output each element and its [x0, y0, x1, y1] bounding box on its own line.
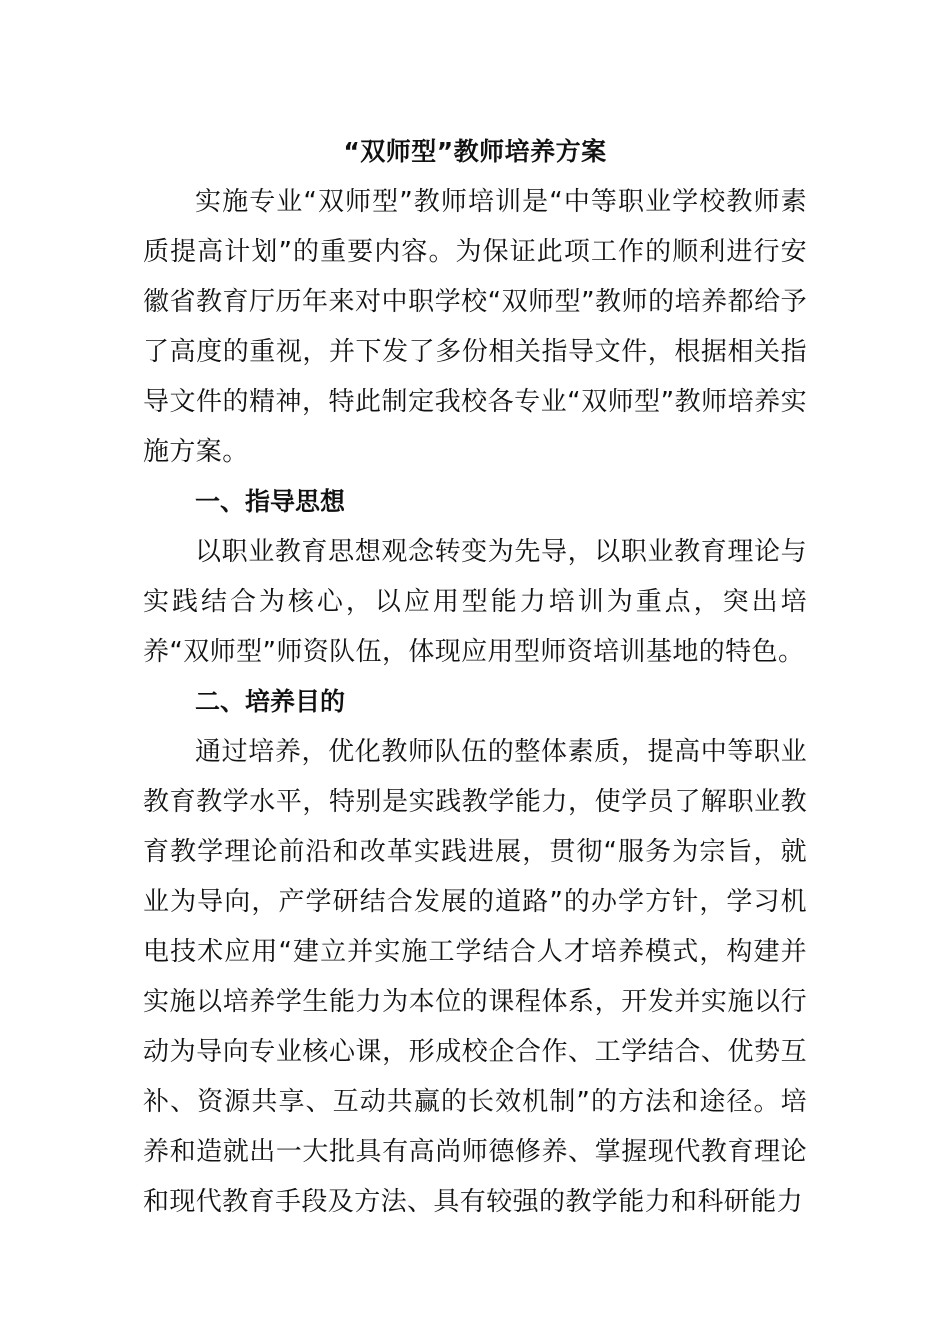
- section-paragraph-guiding-thought: 以职业教育思想观念转变为先导，以职业教育理论与实践结合为核心，以应用型能力培训为重点，突出培养“双师型”师资队伍，体现应用型师资培训基地的特色。: [143, 537, 807, 667]
- section-paragraph-training-purpose: 通过培养，优化教师队伍的整体素质，提高中等职业教育教学水平，特别是实践教学能力，使学员了解职业教育教学理论前沿和改革实践进展，贯彻“服务为宗旨，就业为导向，产学研结合发展的道路”的办学方针，学习机电技术应用“建立并实施工学结合人才培养模式，构建并实施以培养学生能力为本位的课程体系，开发并实施以行动为导向专业核心课，形成校企合作、工学结合、优势互补、资源共享、互动共赢的长效机制”的方法和途径。培养和造就出一大批具有高尚师德修养、掌握现代教育理论和现代教育手段及方法、具有较强的教学能力和科研能力: [143, 737, 807, 1217]
- document-title: “双师型”教师培养方案: [343, 137, 607, 166]
- intro-paragraph: 实施专业“双师型”教师培训是“中等职业学校教师素质提高计划”的重要内容。为保证此项工作的顺利进行安徽省教育厅历年来对中职学校“双师型”教师的培养都给予了高度的重视，并下发了多份相关指导文件，根据相关指导文件的精神，特此制定我校各专业“双师型”教师培养实施方案。: [143, 187, 807, 467]
- section-heading-training-purpose: 二、培养目的: [195, 687, 346, 716]
- section-heading-guiding-thought: 一、指导思想: [195, 487, 346, 516]
- document-body: [143, 177, 807, 1227]
